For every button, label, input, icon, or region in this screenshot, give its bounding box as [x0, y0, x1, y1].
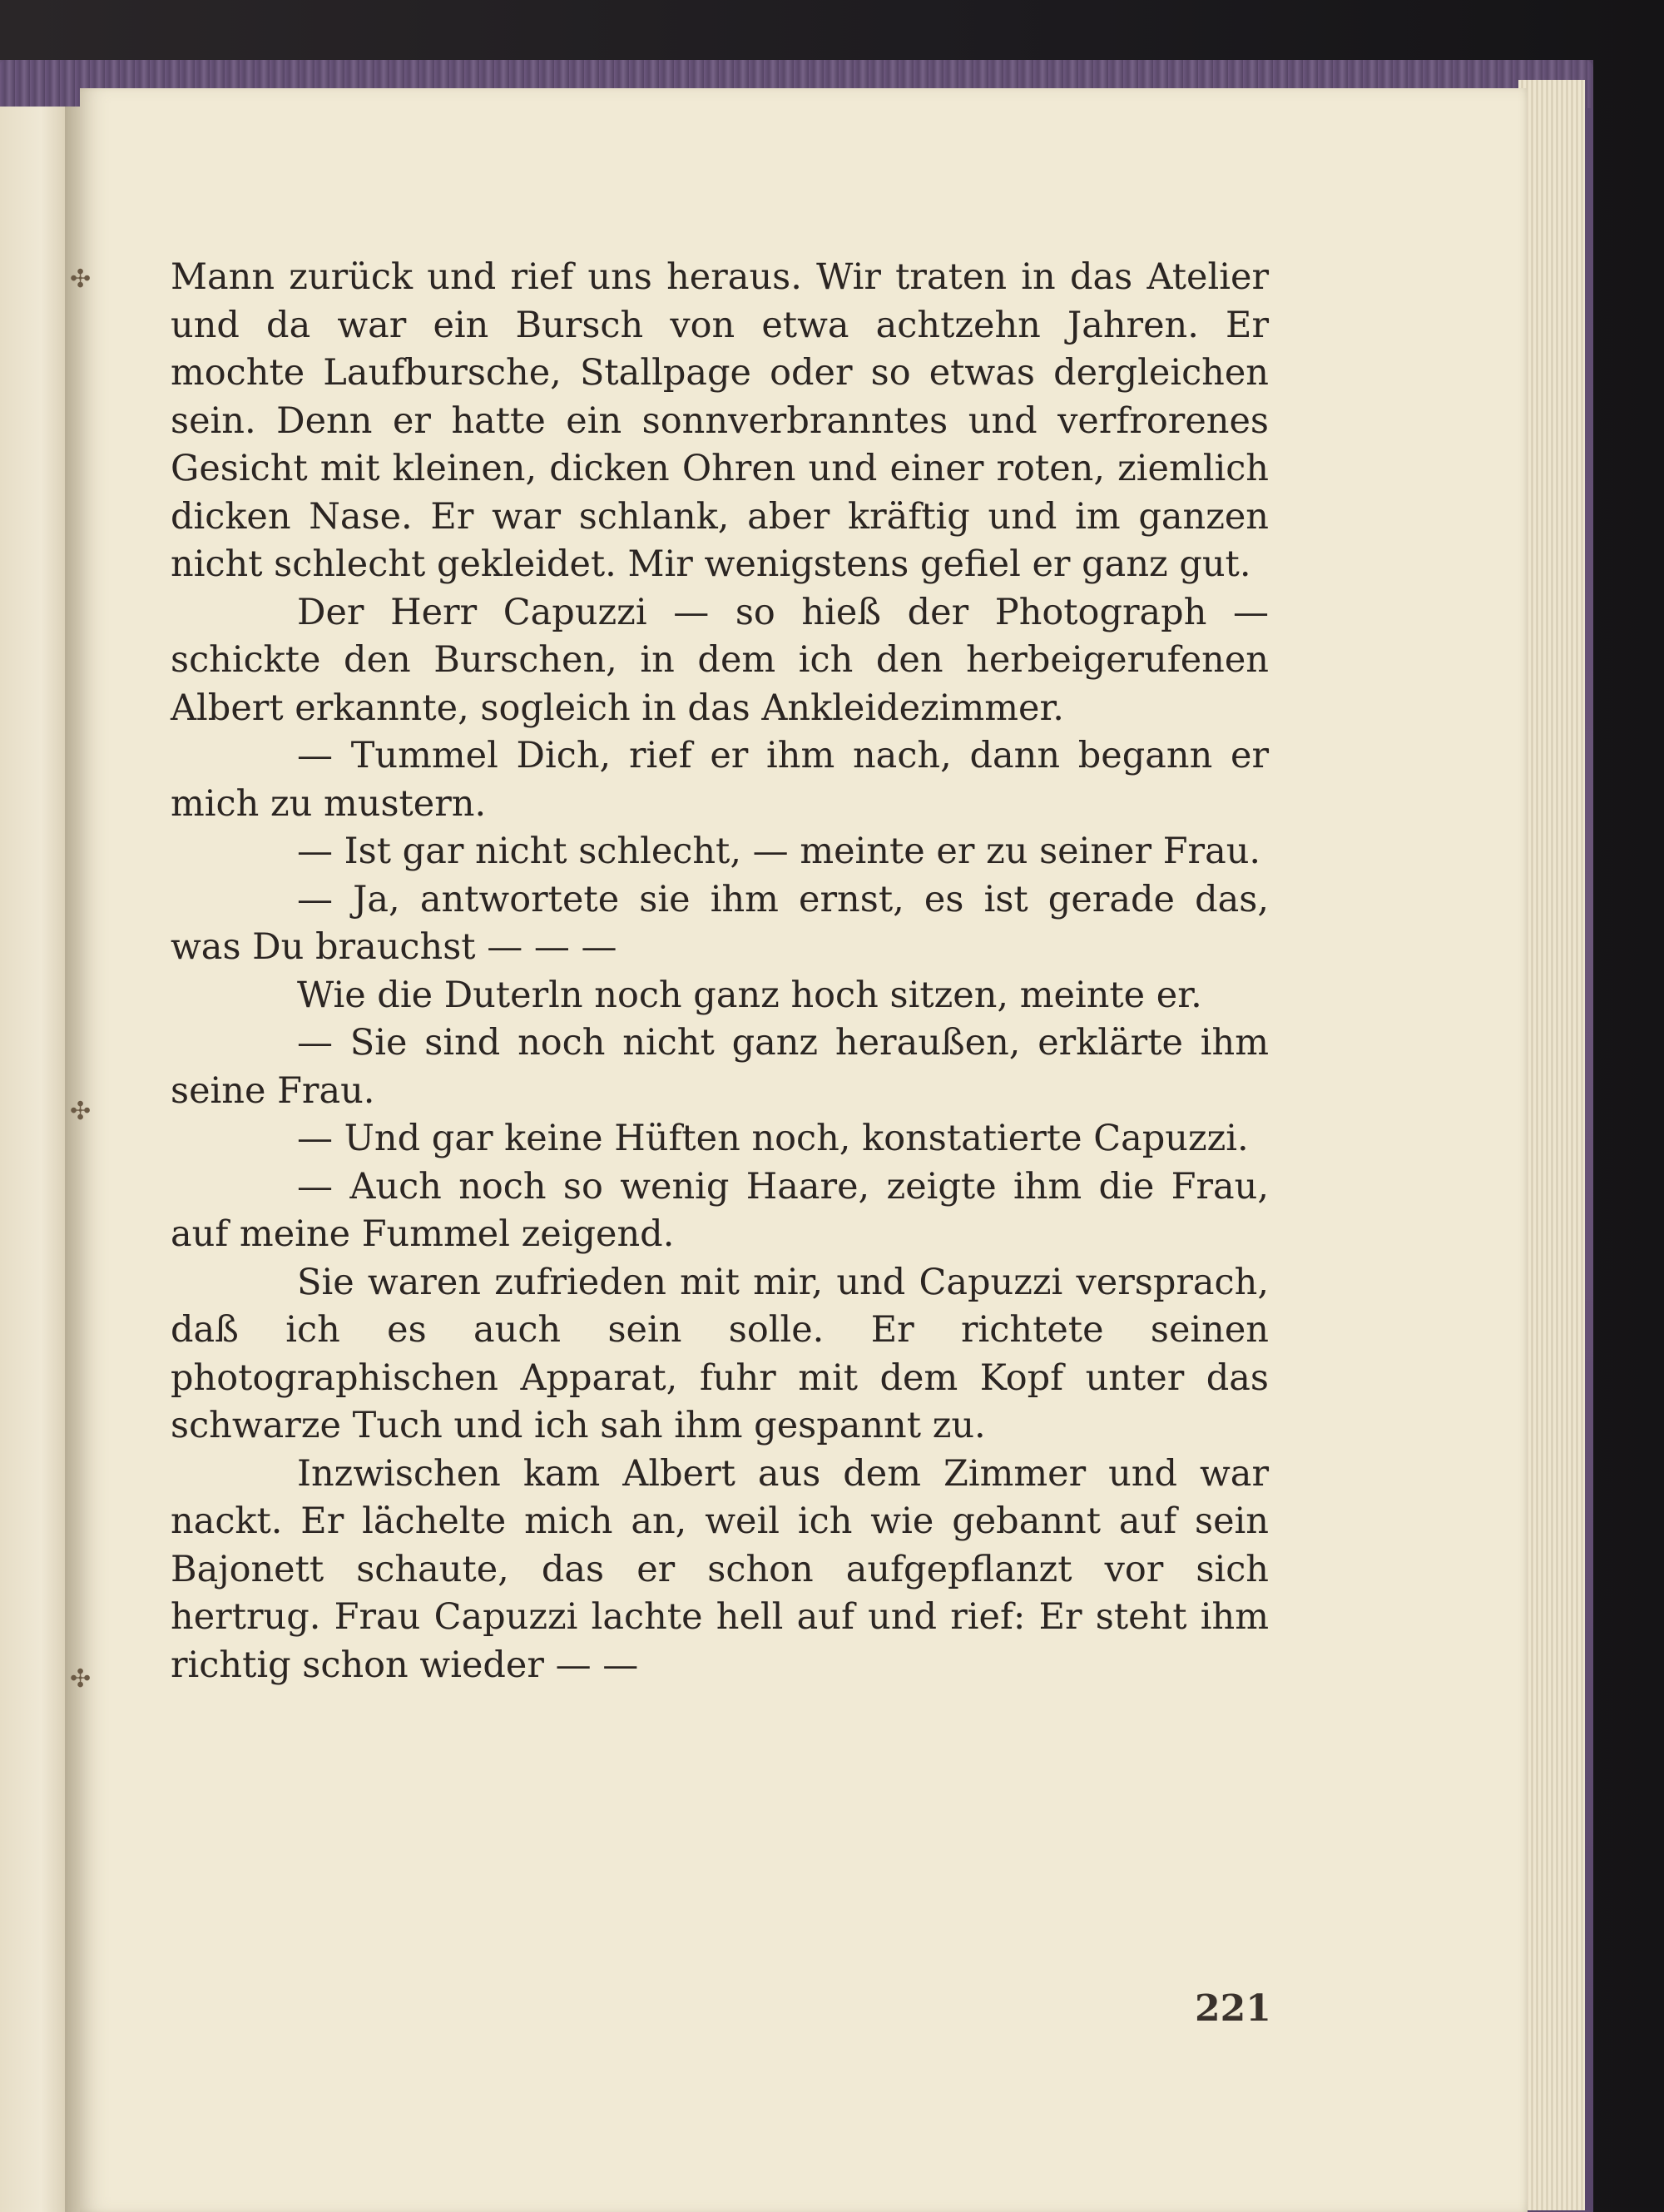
page-text — [171, 254, 1269, 1689]
paragraph: Sie waren zufrieden mit mir, und Capuzzi versprach, daß ich es auch sein solle. Er richtete seinen photographischen Apparat, fuhr mit dem Kopf unter das schwarze Tuch und ich sah ihm gespannt zu. — [171, 1261, 1269, 1446]
binding-thread-mark: ✣ — [70, 265, 92, 294]
paragraph: — Tummel Dich, rief er ihm nach, dann begann er mich zu mustern. — [171, 735, 1269, 825]
paragraph: Der Herr Capuzzi — so hieß der Photograph — schickte den Burschen, in dem ich den herbeigerufenen Albert erkannte, sogleich in das Ankleidezimmer. — [171, 591, 1269, 729]
binding-thread-mark: ✣ — [70, 1097, 92, 1126]
paragraph: Wie die Duterln noch ganz hoch sitzen, meinte er. — [297, 974, 1202, 1016]
paragraph: — Ja, antwortete sie ihm ernst, es ist gerade das, was Du brauchst — — — — [171, 878, 1269, 968]
paragraph: Inzwischen kam Albert aus dem Zimmer und war nackt. Er lächelte mich an, weil ich wie gebannt auf sein Bajonett schaute, das er schon aufgepflanzt vor sich hertrug. Frau Capuzzi lachte hell auf und rief: Er steht ihm richtig schon wieder — — — [171, 1452, 1269, 1686]
paragraph: — Auch noch so wenig Haare, zeigte ihm die Frau, auf meine Fummel zeigend. — [171, 1165, 1269, 1255]
paragraph: — Sie sind noch nicht ganz heraußen, erklärte ihm seine Frau. — [171, 1022, 1269, 1112]
left-page-edge — [0, 107, 68, 2212]
paragraph: — Ist gar nicht schlecht, — meinte er zu seiner Frau. — [297, 831, 1261, 872]
paragraph: — Und gar keine Hüften noch, konstatierte Capuzzi. — [297, 1118, 1249, 1159]
page-stack-edge — [1518, 80, 1585, 2210]
page-number: 221 — [1195, 1987, 1271, 2030]
binding-thread-mark: ✣ — [70, 1664, 92, 1694]
paragraph: Mann zurück und rief uns heraus. Wir traten in das Atelier und da war ein Bursch von etwa achtzehn Jahren. Er mochte Laufbursche, Stallpage oder so etwas dergleichen sein. Denn er hatte ein sonnverbranntes und verfrorenes Gesicht mit kleinen, dicken Ohren und einer roten, ziemlich dicken Nase. Er war schlank, aber kräftig und im ganzen nicht schlecht gekleidet. Mir wenigstens gefiel er ganz gut. — [171, 256, 1269, 585]
